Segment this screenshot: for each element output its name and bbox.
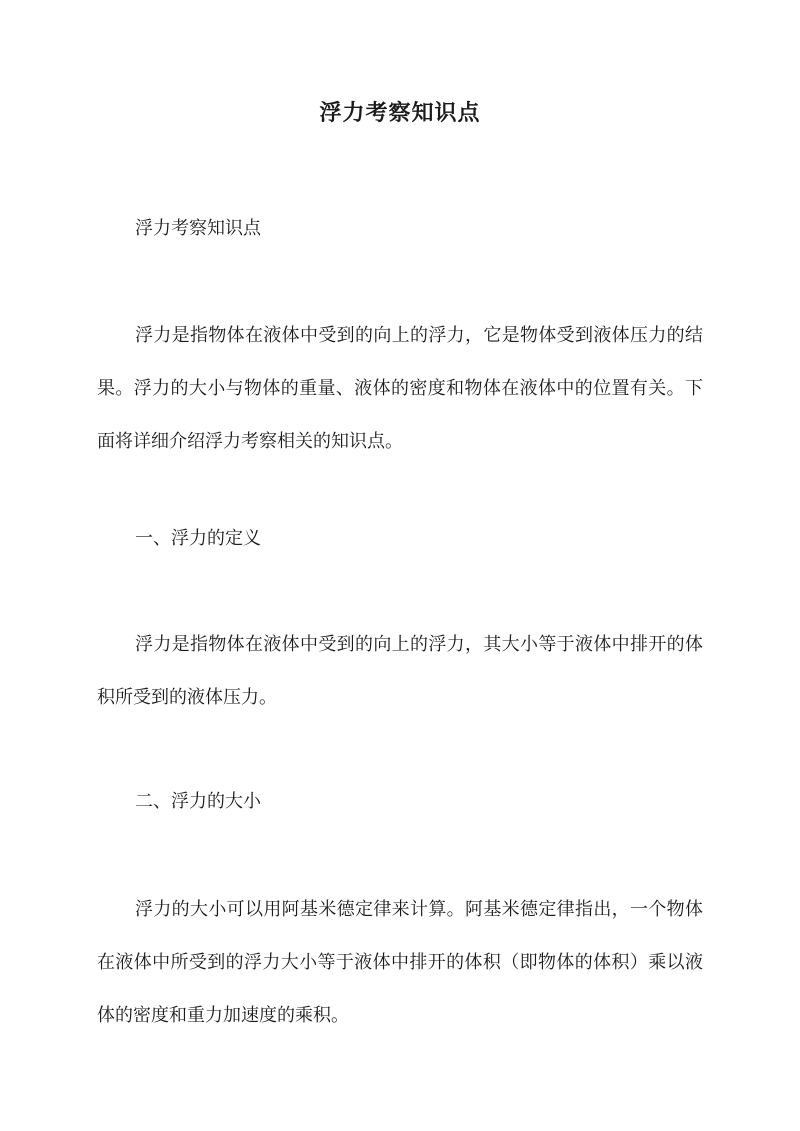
- section-body-definition: 浮力是指物体在液体中受到的向上的浮力，其大小等于液体中排开的体积所受到的液体压力。: [97, 634, 703, 708]
- section-heading-magnitude: 二、浮力的大小: [135, 791, 261, 812]
- document-title: 浮力考察知识点: [319, 100, 481, 126]
- document-subtitle: 浮力考察知识点: [135, 218, 261, 239]
- intro-paragraph: 浮力是指物体在液体中受到的向上的浮力，它是物体受到液体压力的结果。浮力的大小与物体的重量、液体的密度和物体在液体中的位置有关。下面将详细介绍浮力考察相关的知识点。: [97, 325, 703, 452]
- section-body-magnitude: 浮力的大小可以用阿基米德定律来计算。阿基米德定律指出，一个物体在液体中所受到的浮力大小等于液体中排开的体积（即物体的体积）乘以液体的密度和重力加速度的乘积。: [97, 899, 703, 1026]
- section-heading-definition: 一、浮力的定义: [135, 528, 261, 549]
